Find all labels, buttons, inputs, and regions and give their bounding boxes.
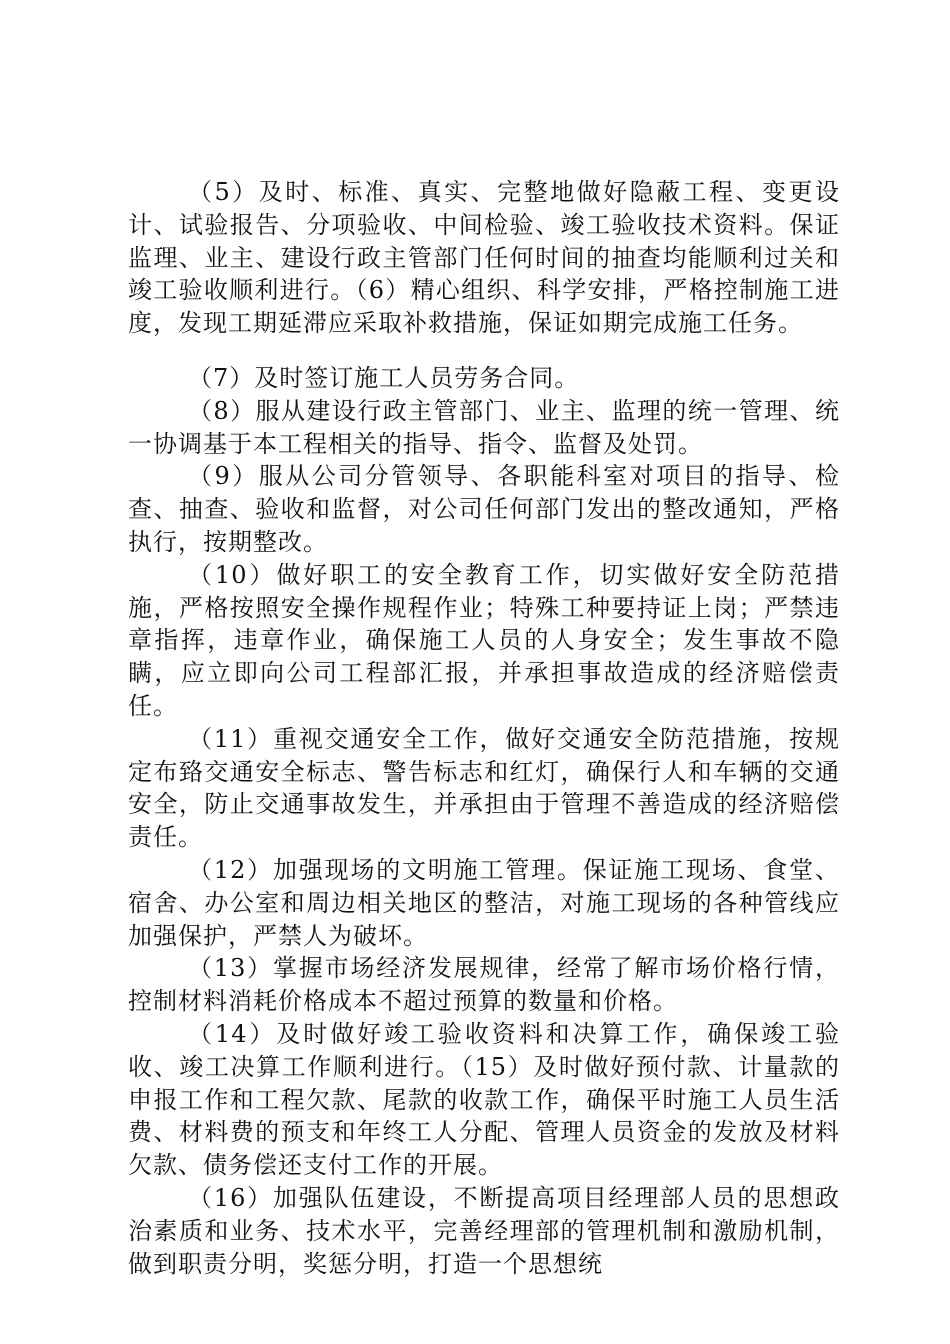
paragraph-8: （8）服从建设行政主管部门、业主、监理的统一管理、统一协调基于本工程相关的指导、指令、监督及处罚。 (128, 396, 840, 458)
paragraph-12: （12）加强现场的文明施工管理。保证施工现场、食堂、宿舍、办公室和周边相关地区的整洁，对施工现场的各种管线应加强保护，严禁人为破坏。 (128, 855, 840, 950)
paragraph-7: （7）及时签订施工人员劳务合同。 (188, 363, 580, 392)
paragraph-9: （9）服从公司分管领导、各职能科室对项目的指导、检查、抽查、验收和监督，对公司任何部门发出的整改通知，严格执行，按期整改。 (128, 462, 840, 556)
paragraph-14-15: （14）及时做好竣工验收资料和决算工作，确保竣工验收、竣工决算工作顺利进行。（15）及时做好预付款、计量款的申报工作和工程欠款、尾款的收款工作，确保平时施工人员生活费、材料费的预支和年终工人分配、管理人员资金的发放及材料欠款、债务偿还支付工作的开展。 (128, 1019, 840, 1180)
paragraph-10: （10）做好职工的安全教育工作，切实做好安全防范措施，严格按照安全操作规程作业；特殊工种要持证上岗；严禁违章指挥，违章作业，确保施工人员的人身安全；发生事故不隐瞒，应立即向公司工程部汇报，并承担事故造成的经济赔偿责任。 (128, 560, 840, 720)
paragraph-5-6: （5）及时、标准、真实、完整地做好隐蔽工程、变更设计、试验报告、分项验收、中间检验、竣工验收技术资料。保证监理、业主、建设行政主管部门任何时间的抽查均能顺利过关和竣工验收顺利进行。（6）精心组织、科学安排，严格控制施工进度，发现工期延滞应采取补救措施，保证如期完成施工任务。 (128, 178, 840, 338)
paragraph-11: （11）重视交通安全工作，做好交通安全防范措施，按规定布臵交通安全标志、警告标志和红灯，确保行人和车辆的交通安全，防止交通事故发生，并承担由于管理不善造成的经济赔偿责任。 (128, 724, 840, 852)
paragraph-16: （16）加强队伍建设，不断提高项目经理部人员的思想政治素质和业务、技术水平，完善经理部的管理机制和激励机制，做到职责分明，奖惩分明，打造一个思想统 (128, 1183, 840, 1278)
paragraph-13: （13）掌握市场经济发展规律，经常了解市场价格行情，控制材料消耗价格成本不超过预算的数量和价格。 (128, 954, 840, 1016)
document-body (128, 176, 840, 1280)
